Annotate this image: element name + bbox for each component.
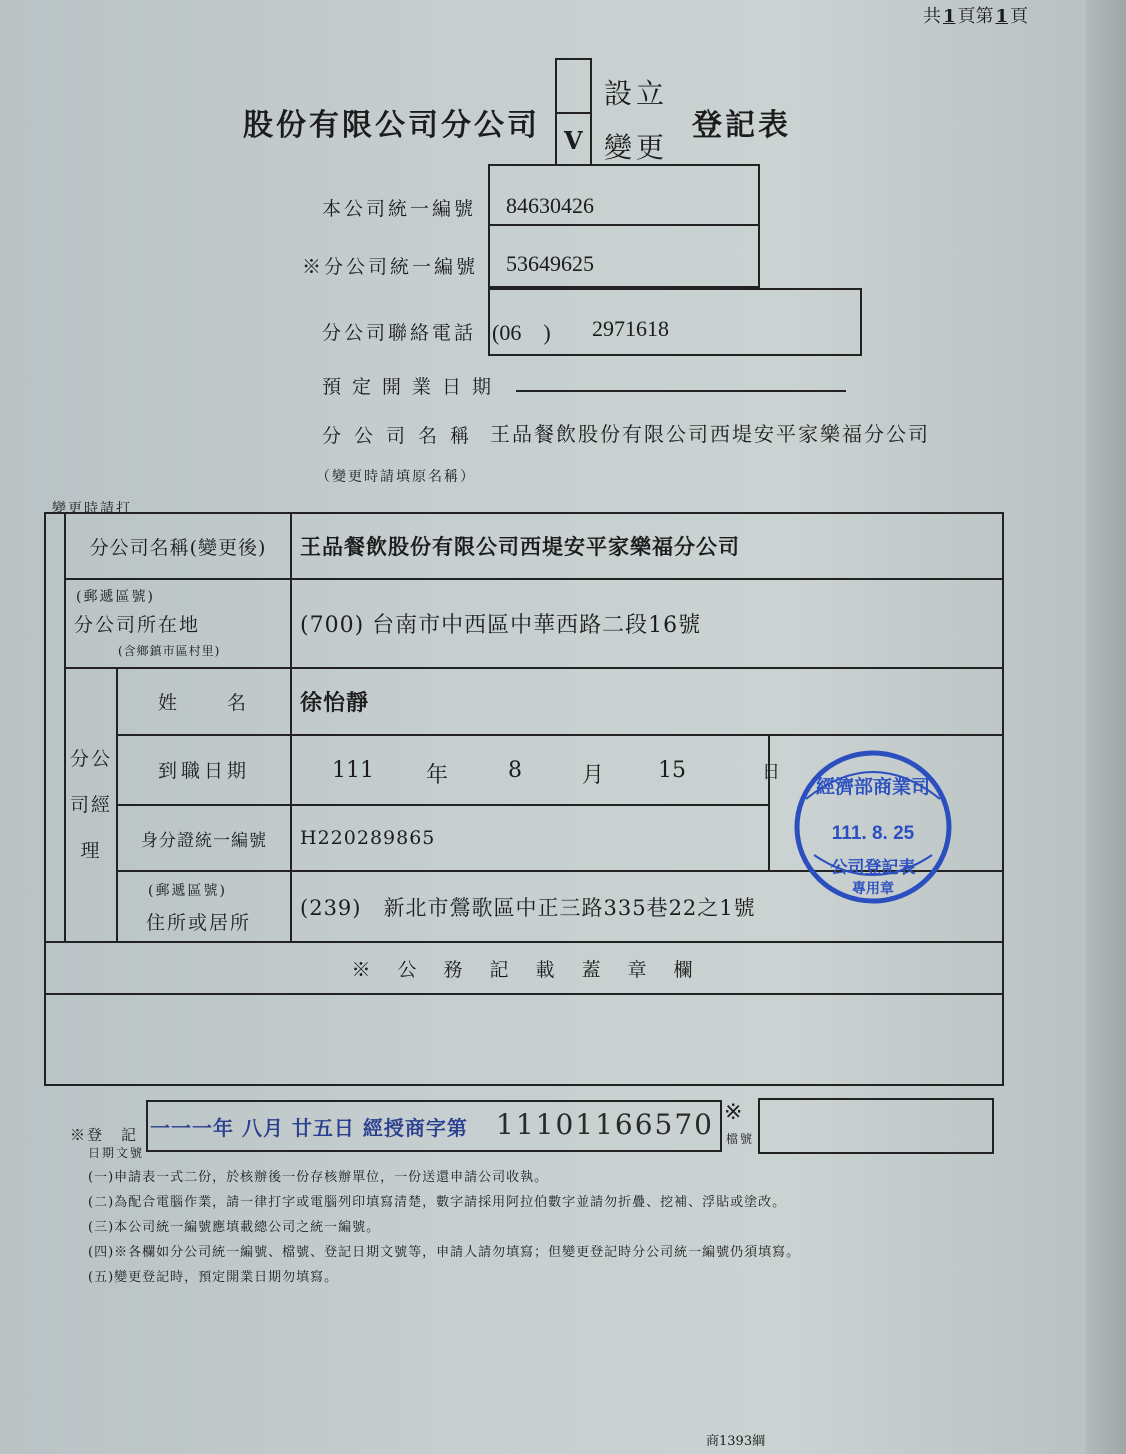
address-sub-label: (含鄉鎮市區村里) <box>118 644 221 659</box>
form-code: 商1393綱 <box>706 1434 766 1449</box>
file-label: 檔號 <box>726 1132 755 1146</box>
change-section-header: 變更時請打 <box>52 501 132 517</box>
phone-label: 分公司聯絡電話 <box>322 322 477 344</box>
note-item: (三)本公司統一編號應填載總公司之統一編號。 <box>88 1220 381 1235</box>
type-checkbox-column <box>555 58 592 166</box>
option-establish: 設立 <box>604 77 669 110</box>
home-address-value: (239) 新北市鶯歌區中正三路335巷22之1號 <box>291 871 1003 941</box>
manager-group-label: 分公 司經 理 <box>65 668 117 942</box>
branch-name-label: 分公司名稱 <box>322 425 483 447</box>
new-name-label: 分公司名稱(變更後) <box>65 513 291 579</box>
new-name-value: 王品餐飲股份有限公司西堤安平家樂福分公司 <box>291 513 1003 579</box>
form-title: 股份有限公司分公司 <box>243 108 540 143</box>
company-id-value: 84630426 <box>506 193 594 218</box>
branch-name-value: 王品餐飲股份有限公司西堤安平家樂福分公司 <box>490 422 930 446</box>
open-date-label: 預定開業日期 <box>322 376 503 398</box>
file-mark: ※ <box>724 1100 743 1125</box>
registration-doc-number: 11101166570 <box>496 1108 714 1141</box>
notes-list <box>88 1165 800 1290</box>
address-label: 分公司所在地 <box>74 614 201 637</box>
official-record-area <box>45 994 1003 1085</box>
note-item: (四)※各欄如分公司統一編號、檔號、登記日期文號等，申請人請勿填寫；但變更登記時分公司統一編號仍須填寫。 <box>88 1245 801 1260</box>
phone-area-code: (06 ) <box>492 320 551 345</box>
seal-bottom-text-2: 專用章 <box>852 881 894 897</box>
page-edge-shadow <box>1086 0 1126 1454</box>
month-unit: 月 <box>582 762 605 788</box>
branch-id-value: 53649625 <box>506 251 594 276</box>
registration-sub-label: 日期文號 <box>88 1146 145 1160</box>
home-label: 住所或居所 <box>146 912 252 935</box>
open-date-line <box>516 390 846 392</box>
year-unit: 年 <box>426 762 449 788</box>
start-date-label: 到職日期 <box>117 735 291 805</box>
address-value: (700) 台南市中西區中華西路二段16號 <box>291 579 1003 668</box>
change-checkmark: V <box>564 126 583 155</box>
address-zip-label: (郵遞區號) <box>76 589 155 606</box>
start-month: 8 <box>508 757 523 783</box>
official-record-header: ※ 公 務 記 載 蓋 章 欄 <box>45 942 1003 994</box>
registration-stamp-text: 一一一年 八月 廿五日 經授商字第 <box>150 1116 468 1140</box>
manager-name-label: 姓 名 <box>117 668 291 734</box>
branch-name-note: （變更時請填原名稱） <box>316 469 476 485</box>
registration-box <box>146 1100 722 1152</box>
official-seal <box>792 747 954 907</box>
option-change: 變更 <box>604 131 669 164</box>
day-unit: 日 <box>762 761 781 783</box>
start-date-value <box>291 735 781 805</box>
start-year: 111 <box>332 757 375 783</box>
phone-number: 2971618 <box>592 316 669 341</box>
seal-top-text: 經濟部商業司 <box>815 776 931 798</box>
manager-name-value: 徐怡靜 <box>291 668 1003 734</box>
registration-label: ※登 記 <box>70 1126 139 1144</box>
manager-id-value: H220289865 <box>291 805 769 871</box>
note-item: (二)為配合電腦作業，請一律打字或電腦列印填寫清楚，數字請採用阿拉伯數字並請勿折疊、挖補、浮貼或塗改。 <box>88 1195 787 1210</box>
seal-date: 111. 8. 25 <box>831 823 915 844</box>
home-label-cell <box>117 871 291 941</box>
company-id-label: 本公司統一編號 <box>322 198 477 220</box>
note-item: (五)變更登記時，預定開業日期勿填寫。 <box>88 1270 339 1285</box>
start-day: 15 <box>658 757 687 783</box>
manager-id-label: 身分證統一編號 <box>117 805 291 871</box>
page-counter: 共 1 頁第 1 頁 <box>922 6 1028 27</box>
home-zip-label: (郵遞區號) <box>148 883 227 900</box>
file-number-box <box>758 1098 994 1154</box>
note-item: (一)申請表一式二份，於核辦後一份存核辦單位，一份送還申請公司收執。 <box>88 1170 549 1185</box>
change-tick-column <box>45 513 65 942</box>
address-label-cell <box>65 579 291 668</box>
seal-bottom-text: 公司登記表 <box>830 858 916 878</box>
form-title-suffix: 登記表 <box>692 108 791 143</box>
branch-id-label: ※分公司統一編號 <box>302 256 479 278</box>
